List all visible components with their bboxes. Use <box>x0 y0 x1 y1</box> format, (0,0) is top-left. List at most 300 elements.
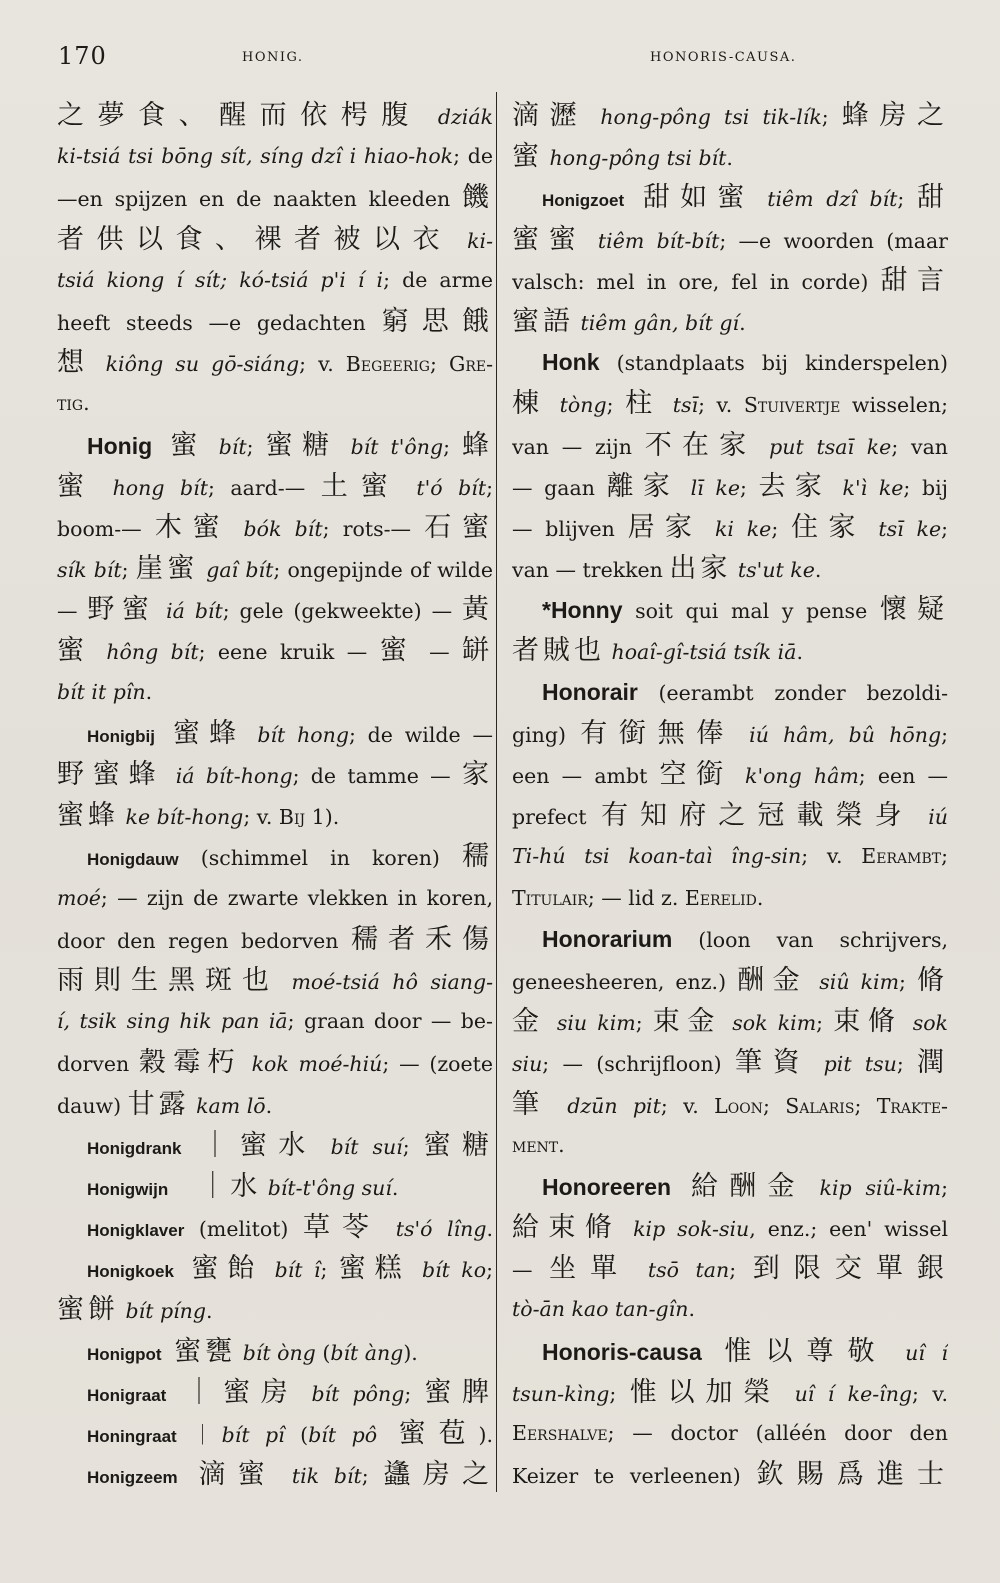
text-line <box>512 1248 948 1289</box>
text-run: ; de <box>453 144 493 169</box>
text-run: . <box>391 1175 399 1200</box>
romanization: ke bít-hong <box>119 805 244 830</box>
text-run: ; <box>402 1134 424 1159</box>
chinese-characters: 蜜餅 <box>57 1294 119 1326</box>
text-line <box>57 219 493 260</box>
text-run: ; <box>762 1093 786 1118</box>
text-run: (standplaats bij kinderspelen) <box>599 351 948 376</box>
text-line <box>57 795 493 836</box>
headword: Honigzeem <box>87 1468 178 1488</box>
romanization: kok moé-hiú <box>241 1052 383 1077</box>
romanization: siû kim <box>808 969 900 994</box>
romanization: hong bít <box>97 475 208 500</box>
chinese-characters: 欽賜爲進士 <box>756 1459 948 1491</box>
chinese-characters: 想 <box>57 347 94 379</box>
text-run: (schimmel in koren) <box>178 846 462 871</box>
text-line <box>57 1372 493 1413</box>
text-run: soit qui mal y pense <box>622 599 880 624</box>
text-run: ; v. <box>660 1093 715 1118</box>
chinese-characters: 酬金 <box>737 964 809 996</box>
romanization: bít it pîn <box>57 679 146 704</box>
romanization: siu kim <box>546 1011 636 1036</box>
text-run: . <box>486 1217 493 1242</box>
headword: Honigdrank <box>87 1138 182 1158</box>
romanization: tik bít <box>277 1464 362 1489</box>
text-run: ｜ <box>176 1423 222 1447</box>
text-run: . <box>739 310 746 335</box>
text-line <box>512 1084 948 1125</box>
chinese-characters: 甜言 <box>880 264 948 296</box>
romanization: í, tsik sing hik pan iā <box>57 1009 288 1034</box>
chinese-characters: 坐單 <box>549 1253 632 1285</box>
text-run: ; van <box>891 434 948 459</box>
text-line <box>512 1372 948 1413</box>
text-run: ; <box>404 1381 425 1406</box>
romanization: lī ke <box>678 475 740 500</box>
cross-reference: Begeerig <box>345 352 430 377</box>
chinese-characters: 住家 <box>791 511 866 543</box>
chinese-characters: 棟 <box>512 388 549 420</box>
chinese-characters: 雨則生黑斑也 <box>57 964 279 996</box>
chinese-characters: 給酬金 <box>671 1170 806 1202</box>
text-line <box>57 754 493 795</box>
text-run: ). <box>478 1423 493 1447</box>
chinese-characters: 穤 <box>462 841 493 873</box>
text-run: . <box>726 146 733 171</box>
text-line <box>57 342 493 383</box>
headword: Honigraat <box>87 1385 167 1405</box>
romanization: bít hong <box>245 722 349 747</box>
text-run: ; <box>609 1381 630 1406</box>
chinese-characters: 脩 <box>917 964 948 996</box>
text-run: ; <box>899 969 917 994</box>
text-line <box>512 795 948 836</box>
romanization: bít píng <box>119 1299 206 1324</box>
text-line <box>512 1289 948 1330</box>
text-run: ; <box>821 105 842 129</box>
romanization: bít suí <box>316 1134 403 1159</box>
chinese-characters: 蜜 <box>379 635 417 667</box>
text-line <box>57 960 493 1001</box>
text-run: — gaan <box>512 475 607 500</box>
chinese-characters: 黃 <box>462 594 493 626</box>
chinese-characters: 蜜脾 <box>424 1376 493 1408</box>
text-line <box>512 342 948 383</box>
text-line <box>512 878 948 919</box>
headword: Honigpot <box>87 1344 162 1364</box>
romanization: kip sok-siu <box>621 1217 750 1242</box>
chinese-characters: 惟以加榮 <box>629 1376 782 1408</box>
text-line <box>57 878 493 919</box>
text-run: heeft steeds —e gedachten <box>57 310 382 335</box>
romanization: iá bít <box>156 599 223 624</box>
text-line <box>57 425 493 466</box>
romanization: sok kim <box>722 1011 817 1036</box>
romanization: put tsaī ke <box>756 434 892 459</box>
chinese-characters: 木蜜 <box>154 511 231 543</box>
text-line <box>57 1084 493 1125</box>
romanization: bít pô <box>308 1423 378 1447</box>
text-line <box>512 1413 948 1454</box>
text-line <box>512 630 948 671</box>
chinese-characters: 空銜 <box>659 759 733 790</box>
chinese-characters: 甜如蜜 <box>624 182 755 214</box>
romanization: bít pông <box>298 1381 405 1406</box>
romanization: bít pî <box>221 1423 285 1447</box>
text-run: . <box>688 1297 695 1322</box>
romanization: bít-t'ông suí <box>261 1175 392 1200</box>
text-line <box>512 1207 948 1248</box>
text-line <box>57 1042 493 1083</box>
text-run: ; <box>320 1258 339 1283</box>
running-head-right: HONORIS-CAUSA. <box>650 50 797 65</box>
chinese-characters: 蜜糖 <box>423 1129 493 1161</box>
text-line <box>512 466 948 507</box>
romanization: dzūn pit <box>551 1093 661 1118</box>
text-run: (melitot) <box>184 1217 303 1242</box>
text-line <box>57 260 493 301</box>
text-run: ; <box>739 475 759 500</box>
text-line <box>57 1289 493 1330</box>
text-run: (eerambt zonder bezoldi- <box>637 680 948 705</box>
text-line <box>512 548 948 589</box>
text-run: ; <box>941 844 948 869</box>
headword: Honigdauw <box>87 850 179 870</box>
text-run: ; <box>606 393 626 418</box>
text-line <box>57 630 493 671</box>
text-run: ; — doctor (alléén door den <box>607 1421 948 1445</box>
text-run: ( <box>315 1340 331 1365</box>
text-run: ; — lid z. <box>587 885 685 910</box>
headword: Honig <box>87 432 153 459</box>
romanization: hong-pông tsi tik-lík <box>587 105 822 129</box>
text-line <box>512 1125 948 1166</box>
column-divider <box>496 92 497 1492</box>
text-run: ; v. <box>801 844 862 869</box>
text-run: ; <box>486 1258 493 1283</box>
romanization: hông bít <box>93 640 199 665</box>
chinese-characters: 蜜蜜 <box>512 223 586 255</box>
chinese-characters: 穀霉朽 <box>138 1047 242 1079</box>
text-line <box>512 1166 948 1207</box>
text-run: — blijven <box>512 516 628 541</box>
text-line <box>57 136 493 177</box>
chinese-characters: 出家 <box>669 553 732 585</box>
romanization: moé <box>57 885 101 910</box>
text-run: ). <box>403 1340 418 1365</box>
chinese-characters: 蜜 <box>152 429 207 461</box>
chinese-characters: 蜜 <box>512 141 543 173</box>
text-run: ; aard-— <box>207 475 321 500</box>
text-run: wisselen; <box>840 393 948 418</box>
text-line <box>512 1001 948 1042</box>
text-line <box>57 1207 493 1248</box>
text-run: ; <box>486 475 493 500</box>
romanization: ki ke <box>702 516 772 541</box>
cross-reference: tig <box>57 391 84 416</box>
text-line <box>57 919 493 960</box>
text-run: ; <box>854 1093 877 1118</box>
romanization: tò-ān kao tan-gîn <box>512 1297 689 1322</box>
cross-reference: Eerelid <box>684 885 757 910</box>
text-run: van — trekken <box>512 558 670 583</box>
chinese-characters: 野蜜 <box>87 594 157 626</box>
text-run: boom-— <box>57 516 155 541</box>
romanization: hoaî-gî-tsiá tsík iā <box>605 640 797 665</box>
text-run: ; v. <box>698 393 744 418</box>
romanization: tsī ke <box>865 516 942 541</box>
left-column <box>57 95 493 1495</box>
text-line <box>57 1454 493 1495</box>
romanization: bít òng <box>236 1340 316 1365</box>
chinese-characters: 金 <box>512 1006 547 1038</box>
text-run: ging) <box>512 722 581 747</box>
headword: Honigkoek <box>87 1262 174 1282</box>
text-line <box>57 466 493 507</box>
chinese-characters: 者供以食、裸者被以衣 <box>57 223 453 255</box>
headword: Honigklaver <box>87 1221 185 1241</box>
cross-reference: ment <box>512 1132 559 1157</box>
text-line <box>512 1331 948 1372</box>
text-run: . <box>558 1132 565 1157</box>
text-run: — <box>416 640 463 665</box>
text-run: (loon van schrijvers, <box>672 927 948 952</box>
text-line <box>57 507 493 548</box>
romanization: kip siû-kim <box>805 1175 942 1200</box>
text-run: een — ambt <box>512 764 660 788</box>
chinese-characters: 給束脩 <box>512 1212 622 1244</box>
text-run: ; graan door — be- <box>287 1009 493 1034</box>
headword: Honigwijn <box>87 1179 169 1199</box>
cross-reference: Eershalve <box>512 1421 608 1445</box>
text-run: ; de wilde — <box>348 722 493 747</box>
text-line <box>57 713 493 754</box>
romanization: k'ì ke <box>830 475 904 500</box>
romanization: iú hâm, bû hōng <box>734 722 942 747</box>
chinese-characters: 蜜蜂 <box>154 717 246 749</box>
text-run: . <box>756 885 764 910</box>
chinese-characters: 束金 <box>652 1006 723 1038</box>
text-line <box>57 1001 493 1042</box>
headword: Honingraat <box>87 1427 177 1446</box>
text-run: prefect <box>512 805 602 830</box>
chinese-characters: 蜜糖 <box>265 429 339 461</box>
romanization: pit tsu <box>810 1052 897 1077</box>
text-run: ; <box>941 722 948 747</box>
romanization: bít ko <box>410 1258 487 1283</box>
chinese-characters: 石蜜 <box>424 511 493 543</box>
chinese-characters: 饑 <box>462 182 493 214</box>
text-line <box>512 754 948 795</box>
text-run: 1). <box>305 805 340 830</box>
text-run: ; rots-— <box>322 516 425 541</box>
text-line <box>512 1042 948 1083</box>
romanization: dziák <box>421 105 493 129</box>
text-run: van — zijn <box>512 434 645 459</box>
chinese-characters: 土蜜 <box>320 470 401 502</box>
romanization: iú <box>913 805 948 830</box>
chinese-characters: 蜜蜂 <box>57 800 119 832</box>
text-run: ; v. <box>243 805 279 830</box>
text-run: ; <box>443 434 462 459</box>
text-line <box>512 919 948 960</box>
chinese-characters: 離家 <box>606 470 679 502</box>
romanization: gaî bít <box>199 558 274 583</box>
chinese-characters: 蠭房之 <box>383 1459 493 1491</box>
text-run: ; de tamme — <box>292 764 462 788</box>
text-line <box>512 383 948 424</box>
chinese-characters: 筆資 <box>734 1047 811 1079</box>
text-run: ; <box>361 1464 384 1489</box>
romanization: bít <box>206 434 247 459</box>
chinese-characters: 到限交單銀 <box>752 1253 948 1285</box>
headword: *Honny <box>542 597 623 624</box>
text-run: ; de arme <box>383 267 493 292</box>
headword: Honk <box>542 349 600 376</box>
romanization: kam lō <box>189 1093 266 1118</box>
romanization: iá bít-hong <box>164 764 293 788</box>
chinese-characters: 筆 <box>512 1088 552 1120</box>
text-run: ; <box>941 516 948 541</box>
chinese-characters: 蜜 <box>57 470 98 502</box>
romanization: k'ong hâm <box>732 764 859 788</box>
chinese-characters: 潤 <box>917 1047 948 1079</box>
cross-reference: Gre- <box>448 352 493 377</box>
chinese-characters: 有知府之冠載榮身 <box>601 800 914 832</box>
text-line <box>512 177 948 218</box>
text-run: — <box>512 1258 550 1283</box>
romanization: bók bít <box>230 516 323 541</box>
text-line <box>512 589 948 630</box>
chinese-characters: 去家 <box>758 470 831 502</box>
romanization: tsō tan <box>631 1258 730 1283</box>
text-line <box>512 219 948 260</box>
chinese-characters: 家 <box>462 759 493 790</box>
running-head-left: HONIG. <box>242 50 304 65</box>
text-run: ; v. <box>299 352 346 377</box>
text-line <box>512 260 948 301</box>
text-run: ; <box>729 1258 753 1283</box>
romanization: tiêm gân, bít gí <box>574 310 740 335</box>
romanization: hong-pông tsi bít <box>543 146 727 171</box>
chinese-characters: 滴瀝 <box>512 100 588 131</box>
text-line <box>512 136 948 177</box>
chinese-characters: 居家 <box>627 511 703 543</box>
romanization: ki-tsiá tsi bōng sít, síng dzî i hiao-hok <box>57 144 454 169</box>
romanization: moé-tsiá hô siang- <box>278 969 493 994</box>
romanization: uî í ke-îng <box>781 1381 913 1406</box>
romanization: sok <box>902 1011 948 1036</box>
text-run: . <box>205 1299 213 1324</box>
text-line <box>512 836 948 877</box>
chinese-characters: 惟以尊敬 <box>701 1335 889 1367</box>
romanization: bít t'ông <box>338 434 444 459</box>
romanization: bít î <box>263 1258 321 1283</box>
text-run: valsch: mel in ore, fel in corde) <box>512 269 881 294</box>
romanization: tsiá kiong í sít; kó-tsiá p'i í i <box>57 267 384 292</box>
text-run: ; — (schrijfloon) <box>542 1052 735 1077</box>
chinese-characters: 蜜 <box>57 635 94 667</box>
romanization: kiông su gō-siáng <box>93 352 300 377</box>
romanization: tiêm dzî bít <box>754 187 898 212</box>
text-line <box>512 672 948 713</box>
chinese-characters: 蜂房之 <box>841 100 948 131</box>
text-line <box>57 177 493 218</box>
text-run: ; bij <box>903 475 948 500</box>
chinese-characters: 蜜甕 <box>161 1335 237 1367</box>
headword: Honigbij <box>87 726 155 746</box>
text-line <box>57 548 493 589</box>
romanization: tiêm bít-bít <box>585 228 720 253</box>
text-line <box>512 713 948 754</box>
chinese-characters: 蜜苞 <box>377 1418 479 1449</box>
text-line <box>512 507 948 548</box>
chinese-characters: ｜蜜水 <box>181 1129 317 1161</box>
chinese-characters: 草苓 <box>302 1212 382 1244</box>
chinese-characters: 窮思餓 <box>381 305 493 337</box>
text-line <box>57 1248 493 1289</box>
text-line <box>57 1331 493 1372</box>
chinese-characters: 束脩 <box>833 1006 903 1038</box>
text-run: geneesheeren, enz.) <box>512 969 738 994</box>
text-run: dauw) <box>57 1093 128 1118</box>
chinese-characters: 甘露 <box>127 1088 190 1120</box>
headword: Honorair <box>542 678 638 705</box>
text-run: Keizer te verleenen) <box>512 1464 757 1489</box>
text-line <box>57 301 493 342</box>
text-run: ; eene kruik — <box>198 640 380 665</box>
headword: Honigzoet <box>542 191 625 211</box>
text-run: ( <box>284 1423 309 1447</box>
chinese-characters: 蜜語 <box>512 305 574 337</box>
romanization: uî í <box>888 1340 948 1365</box>
text-line <box>57 589 493 630</box>
cross-reference: Stuivertje <box>743 393 841 418</box>
romanization: siu <box>512 1052 543 1077</box>
text-run: ; — (zoete <box>382 1052 493 1077</box>
chinese-characters: 柱 <box>625 388 662 420</box>
headword: Honoris-causa <box>542 1338 702 1365</box>
text-run: ; ongepijnde of wilde <box>273 558 493 583</box>
text-run: — <box>57 599 88 624</box>
chinese-characters: 懷疑 <box>879 594 948 626</box>
text-run: , enz.; een' wissel <box>749 1217 948 1242</box>
chinese-characters: 之夢食、醒而依枵腹 <box>57 100 422 131</box>
romanization: ts'ó lîng <box>381 1217 487 1242</box>
text-run: ; een — <box>858 764 948 788</box>
text-run: ; <box>816 1011 834 1036</box>
text-run: ; <box>897 187 917 212</box>
text-run: ; <box>429 352 449 377</box>
text-line <box>57 836 493 877</box>
text-run: . <box>265 1093 273 1118</box>
text-run: . <box>145 679 153 704</box>
chinese-characters: 野蜜蜂 <box>57 759 165 790</box>
chinese-characters: 蜜糕 <box>338 1253 411 1285</box>
text-run: dorven <box>57 1052 139 1077</box>
text-run: ; <box>941 1175 948 1200</box>
romanization: sík bít <box>57 558 122 583</box>
text-line <box>57 1413 493 1454</box>
cross-reference: Bij <box>278 805 306 830</box>
romanization: tsī <box>661 393 699 418</box>
text-line <box>57 672 493 713</box>
text-run: ; <box>771 516 792 541</box>
page-number: 170 <box>58 42 107 70</box>
romanization: t'ó bít <box>400 475 487 500</box>
cross-reference: Salaris <box>785 1093 855 1118</box>
romanization: ts'ut ke <box>731 558 815 583</box>
